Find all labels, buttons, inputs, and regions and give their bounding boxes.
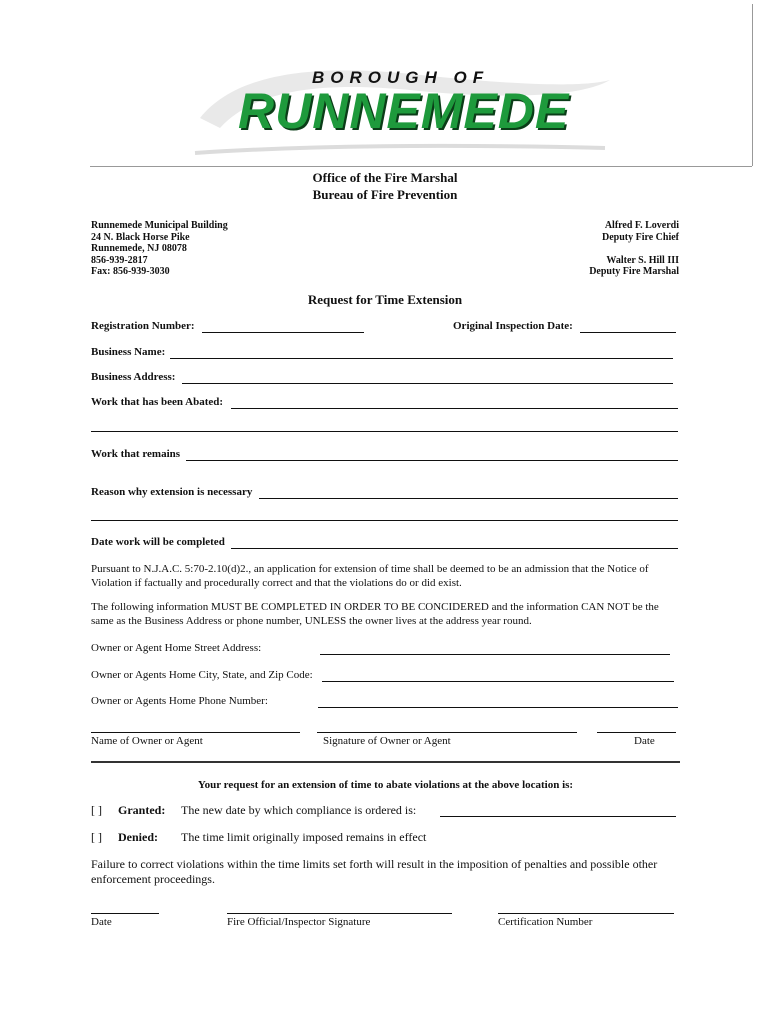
official-signature-line[interactable] xyxy=(227,913,452,914)
registration-field[interactable] xyxy=(202,320,364,333)
owner-phone-label: Owner or Agents Home Phone Number: xyxy=(91,695,268,707)
bottom-date-line[interactable] xyxy=(91,913,159,914)
address-block xyxy=(91,220,228,278)
business-name-field[interactable] xyxy=(170,346,673,359)
owner-date-line[interactable] xyxy=(597,732,676,733)
marshal-title: Deputy Fire Marshal xyxy=(589,266,679,277)
work-remains-field[interactable] xyxy=(186,448,678,461)
failure-paragraph: Failure to correct violations within the time limits set forth will result in the imposition of penalties and possible other enforcement proceedings. xyxy=(91,857,658,886)
date-completed-field[interactable] xyxy=(231,536,678,549)
borough-logo xyxy=(180,58,620,168)
owner-date-caption: Date xyxy=(634,735,655,747)
address-building: Runnemede Municipal Building xyxy=(91,220,228,231)
owner-city-label: Owner or Agents Home City, State, and Zip Code: xyxy=(91,669,313,681)
marshal-name: Walter S. Hill III xyxy=(606,254,679,266)
certification-line[interactable] xyxy=(498,913,674,914)
inspection-date-label: Original Inspection Date: xyxy=(453,320,573,332)
work-abated-label: Work that has been Abated: xyxy=(91,396,224,408)
official-caption: Fire Official/Inspector Signature xyxy=(227,916,371,928)
owner-street-field[interactable] xyxy=(320,642,670,655)
denied-text: The time limit originally imposed remains in effect xyxy=(181,830,427,844)
logo-main-text: RUNNEMEDE xyxy=(238,83,570,139)
owner-signature-caption: Signature of Owner or Agent xyxy=(323,735,451,747)
address-city: Runnemede, NJ 08078 xyxy=(91,243,187,254)
deputy-chief-name: Alfred F. Loverdi xyxy=(604,220,679,231)
address-phone: 856-939-2817 xyxy=(91,254,148,266)
registration-label: Registration Number: xyxy=(91,320,195,332)
address-fax: Fax: 856-939-3030 xyxy=(91,266,170,277)
officials-block xyxy=(589,220,679,278)
denied-checkbox[interactable]: [ ] xyxy=(91,830,102,844)
header-rule xyxy=(90,166,752,167)
business-address-field[interactable] xyxy=(182,371,673,384)
reason-label: Reason why extension is necessary xyxy=(91,486,253,498)
reason-field-line-2[interactable] xyxy=(91,520,678,521)
pursuant-paragraph: Pursuant to N.J.A.C. 5:70-2.10(d)2., an application for extension of time shall be deemed to be an admission that the Notice of Violation if factually and procedurally correct and that the violations do or did exist. xyxy=(91,563,649,589)
work-abated-field-line-2[interactable] xyxy=(91,431,678,432)
certification-caption: Certification Number xyxy=(498,916,593,928)
reason-field[interactable] xyxy=(259,486,678,499)
section-divider xyxy=(91,761,680,763)
owner-street-label: Owner or Agent Home Street Address: xyxy=(91,642,262,654)
granted-date-field[interactable] xyxy=(440,803,676,817)
granted-label: Granted: xyxy=(118,803,166,817)
owner-name-caption: Name of Owner or Agent xyxy=(91,735,203,747)
work-remains-label: Work that remains xyxy=(91,448,181,460)
business-name-label: Business Name: xyxy=(91,346,166,358)
business-address-label: Business Address: xyxy=(91,371,176,383)
inspection-date-field[interactable] xyxy=(580,320,676,333)
decision-heading: Your request for an extension of time to abate violations at the above location is: xyxy=(197,779,574,791)
owner-phone-field[interactable] xyxy=(318,695,678,708)
work-abated-field[interactable] xyxy=(231,396,678,409)
form-title: Request for Time Extension xyxy=(307,292,463,307)
date-completed-label: Date work will be completed xyxy=(91,536,225,548)
owner-name-line[interactable] xyxy=(91,732,300,733)
owner-city-field[interactable] xyxy=(322,669,674,682)
granted-text: The new date by which compliance is ordered is: xyxy=(181,803,417,817)
denied-label: Denied: xyxy=(118,830,158,844)
following-paragraph: The following information MUST BE COMPLETED IN ORDER TO BE CONCIDERED and the information CAN NOT be the same as the Business Address or phone number, UNLESS the owner lives at the address year round. xyxy=(91,601,659,627)
logo-top-text: BOROUGH OF xyxy=(312,68,490,87)
owner-signature-line[interactable] xyxy=(317,732,577,733)
deputy-chief-title: Deputy Fire Chief xyxy=(601,231,679,243)
bureau-title: Bureau of Fire Prevention xyxy=(312,187,458,202)
header-side-rule xyxy=(752,4,753,166)
office-title: Office of the Fire Marshal xyxy=(312,170,458,185)
bottom-date-caption: Date xyxy=(91,916,112,928)
granted-checkbox[interactable]: [ ] xyxy=(91,803,102,817)
address-street: 24 N. Black Horse Pike xyxy=(91,231,190,243)
